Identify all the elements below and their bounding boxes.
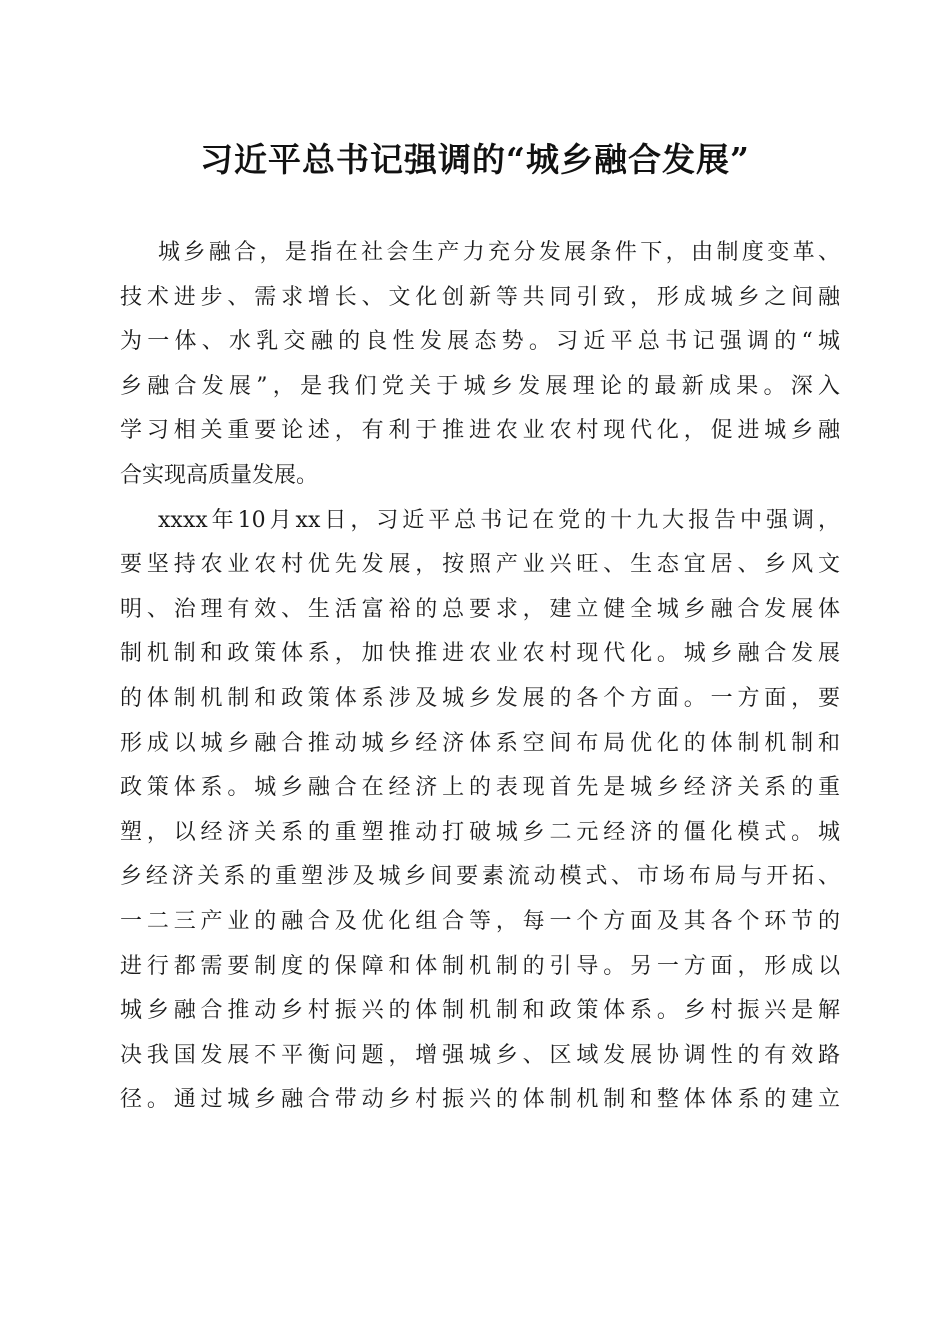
document-body [120, 231, 840, 1123]
paragraph-1 [120, 231, 840, 499]
paragraph-line: 的体制机制和政策体系涉及城乡发展的各个方面。一方面，要 [120, 685, 840, 711]
paragraph-line: 进行都需要制度的保障和体制机制的引导。另一方面，形成以 [120, 953, 840, 979]
paragraph-line: 乡融合发展”，是我们党关于城乡发展理论的最新成果。深入 [120, 373, 840, 399]
document-title: 习近平总书记强调的“城乡融合发展” [200, 140, 750, 179]
paragraph-line: 合实现高质量发展。 [120, 462, 319, 488]
paragraph-line: 要坚持农业农村优先发展，按照产业兴旺、生态宜居、乡风文 [120, 552, 840, 578]
paragraph-line: 一二三产业的融合及优化组合等，每一个方面及其各个环节的 [120, 908, 840, 934]
paragraph-line: 塑，以经济关系的重塑推动打破城乡二元经济的僵化模式。城 [120, 819, 840, 845]
paragraph-line: 学习相关重要论述，有利于推进农业农村现代化，促进城乡融 [120, 418, 840, 444]
paragraph-line: 制机制和政策体系，加快推进农业农村现代化。城乡融合发展 [120, 641, 840, 667]
paragraph-line: 明、治理有效、生活富裕的总要求，建立健全城乡融合发展体 [120, 596, 840, 622]
paragraph-2 [120, 499, 840, 1123]
paragraph-line: xxxx年10月xx日，习近平总书记在党的十九大报告中强调， [158, 507, 840, 533]
paragraph-line: 城乡融合，是指在社会生产力充分发展条件下，由制度变革、 [158, 240, 840, 265]
paragraph-line: 径。通过城乡融合带动乡村振兴的体制机制和整体体系的建立 [120, 1087, 840, 1113]
paragraph-line: 乡经济关系的重塑涉及城乡间要素流动模式、市场布局与开拓、 [120, 864, 840, 890]
paragraph-line: 决我国发展不平衡问题，增强城乡、区域发展协调性的有效路 [120, 1042, 840, 1068]
paragraph-line: 政策体系。城乡融合在经济上的表现首先是城乡经济关系的重 [120, 775, 840, 801]
paragraph-line: 为一体、水乳交融的良性发展态势。习近平总书记强调的“城 [120, 329, 840, 355]
paragraph-line: 技术进步、需求增长、文化创新等共同引致，形成城乡之间融 [120, 284, 840, 310]
paragraph-line: 形成以城乡融合推动城乡经济体系空间布局优化的体制机制和 [120, 730, 840, 756]
paragraph-line: 城乡融合推动乡村振兴的体制机制和政策体系。乡村振兴是解 [120, 998, 840, 1024]
